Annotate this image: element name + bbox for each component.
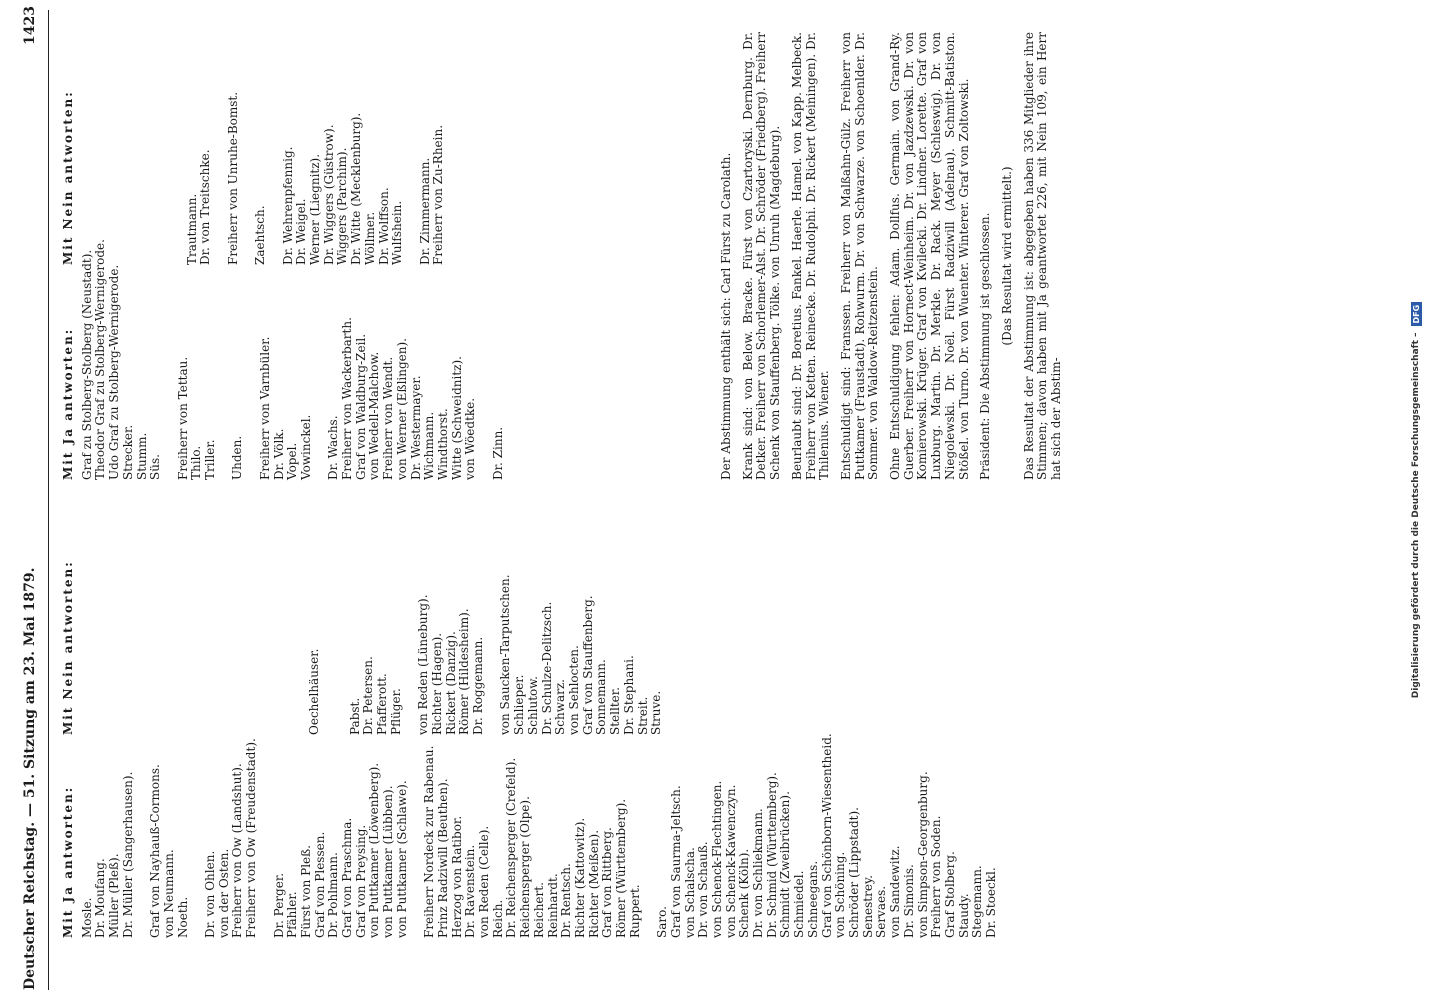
absent-paragraph: Ohne Entschuldigung fehlen: Adam. Dollfus. Germain. von Grand-Ry. Guerber. Freiherr von Hornect-Weinheim. Dr. von Jazdzewski. Dr. von Komierowski. Krüger. Graf von Kwilecki. Dr. Lindner. Lorette. Graf von Luxburg. Martin. Dr. Merkle. Dr. Rack. Meyer (Schleswig). Dr. von Niegolewski. Dr. Noël. Fürst Radziwill (Adelnau). Schmitt-Batiston. Stößel. von Turno. Dr. von Wuenter. Winterer. Graf von Zoltowski.: [888, 32, 971, 480]
member-name: Graf von Saurma-Jeltsch.: [668, 785, 683, 938]
member-name: Freiherr von Tettau.: [175, 356, 190, 480]
member-name: Sonnemann.: [594, 659, 609, 735]
member-name: Graf Stolberg.: [942, 851, 957, 938]
member-name: Thilo.: [189, 445, 204, 480]
member-name: von Sehlocten.: [567, 645, 581, 735]
member-name: Dr. Zinn.: [490, 426, 505, 480]
member-name: Richter (Meißen).: [586, 829, 601, 938]
group-gap: [190, 768, 204, 938]
member-name: Dr. Völk.: [271, 428, 286, 480]
member-name: von Sandewitz.: [888, 845, 903, 938]
column-heading: Mit Nein antworten:: [61, 90, 75, 265]
member-name: Theodor Graf zu Stolberg-Wernigerode.: [93, 239, 108, 480]
member-name: Udo Graf zu Stolberg-Wernigerode.: [107, 264, 122, 480]
member-name: Dr. von Treitschke.: [198, 149, 213, 265]
group-gap: [404, 535, 418, 735]
member-name: Vopel.: [285, 442, 300, 480]
member-name: Reichensperger (Olpe).: [518, 796, 533, 938]
member-name: Dr. Simonis.: [901, 864, 916, 938]
member-name: von Saucken-Tarputschen.: [498, 574, 513, 735]
member-name: Mosle.: [79, 897, 94, 938]
group-gap: [321, 535, 335, 735]
member-name: Streit.: [635, 696, 650, 735]
member-name: Schenk (Köln).: [737, 848, 752, 938]
member-name: Schlieper.: [512, 674, 527, 735]
member-name: Dr. Zimmermann.: [417, 157, 432, 265]
member-name: Werner (Liegnitz).: [307, 153, 322, 265]
member-name: Witte (Schweidnitz).: [449, 356, 464, 480]
group-gap: [136, 768, 150, 938]
member-name: Dr. Wehrenpfennig.: [280, 146, 295, 265]
member-name: Dr. Ravenstein.: [463, 844, 478, 938]
column-heading: Mit Ja antworten:: [61, 327, 75, 480]
member-name: Schmidt (Zweibrücken).: [778, 791, 793, 938]
member-name: von Schöning.: [833, 851, 848, 938]
member-name: Dr. Stephani.: [621, 655, 636, 735]
member-name: von Reden (Lüneburg).: [416, 594, 431, 735]
digitization-credit: [1402, 40, 1430, 960]
name-list: [79, 239, 506, 480]
member-name: Stumm.: [134, 432, 149, 480]
member-name: Dr. von Ohlen.: [203, 850, 217, 938]
excused-paragraph: Entschuldigt sind: Franssen. Freiherr von Malßahn-Gülz. Freiherr von Puttkamer (Fraustadt). Rohwurm. Dr. von Schwarze. von Schoenlder. Dr. Sommer. von Waldow-Reitzenstein.: [838, 32, 881, 480]
group-gap: [486, 535, 500, 735]
member-name: Saro.: [655, 906, 670, 938]
member-name: Zaehtsch.: [253, 205, 268, 265]
member-name: Freiherr von Unruhe-Bomst.: [225, 91, 240, 265]
member-name: Pfafferott.: [375, 673, 390, 735]
member-name: von Puttkamer (Schlawe).: [394, 780, 409, 938]
credit-text: Digitalisierung gefördert durch die Deutsche Forschungsgemeinschaft –: [1411, 332, 1421, 699]
member-name: Servaes.: [874, 885, 889, 938]
result-paragraph: Das Resultat der Abstimmung ist: abgegeben haben 336 Mitglieder ihre Stimmen; davon haben mit Ja geantwortet 226, mit Nein 109, ein Herr hat sich der Abstim-: [1021, 32, 1064, 480]
member-name: Senestrey.: [860, 875, 875, 938]
member-name: von Neumann.: [161, 849, 176, 938]
member-name: von Simpson-Georgenburg.: [915, 771, 930, 938]
member-name: Dr. Stoeckl.: [984, 867, 999, 938]
column-heading: Mit Nein antworten:: [61, 560, 75, 735]
member-name: Graf von Nayhauß-Cormons.: [148, 764, 163, 938]
group-gap: [335, 535, 349, 735]
member-name: von Wedell-Malchow.: [367, 351, 382, 480]
member-name: von Schenck-Kawenczyn.: [723, 784, 738, 938]
column-nein-2: [62, 65, 446, 265]
member-name: Dr. Wiggers (Güstrow).: [321, 124, 336, 265]
member-name: Strecker.: [120, 424, 135, 480]
column-ja-1: [61, 733, 999, 938]
column-ja-2: [61, 239, 505, 480]
member-name: Dr. Witte (Mecklenburg).: [349, 112, 364, 265]
member-name: Fürst von Pleß.: [298, 845, 313, 938]
member-name: Noeth.: [175, 896, 190, 938]
attendance-section: [720, 32, 1072, 480]
member-name: Schröder (Lippstadt).: [847, 807, 861, 938]
member-name: Graf von Schönborn-Wiesentheid.: [819, 733, 834, 938]
member-name: Wiggers (Parchim).: [335, 147, 350, 265]
member-name: Dr. Wachs.: [326, 415, 341, 480]
member-name: Staudy.: [956, 893, 971, 938]
member-name: Windthorst.: [435, 408, 450, 480]
member-name: von Schalscha.: [682, 847, 697, 938]
member-name: Römer (Württemberg).: [614, 798, 629, 938]
column-heading: Mit Ja antworten:: [61, 785, 75, 938]
member-name: Freiherr von Ow (Landshut).: [230, 763, 245, 938]
member-name: Freiherr von Soden.: [929, 815, 944, 938]
member-name: Graf zu Stolberg-Stolberg (Neustadt).: [79, 249, 94, 480]
member-name: Graf von Plessen.: [312, 831, 327, 938]
member-name: Dr. Perger.: [271, 872, 286, 938]
group-gap: [245, 305, 259, 480]
member-name: von Schenck-Flechtingen.: [709, 780, 724, 938]
member-name: Wulfshein.: [390, 200, 405, 265]
member-name: Dr. Pohlmann.: [326, 852, 341, 938]
name-list: [186, 65, 446, 265]
member-name: von Puttkamer (Lübben).: [381, 785, 396, 938]
member-name: Struve.: [649, 690, 664, 735]
member-name: Dr. von Schliekmann.: [751, 808, 766, 938]
member-name: von Wöedtke.: [463, 397, 478, 480]
member-name: Oechelhäuser.: [306, 648, 321, 735]
member-name: Freiherr von Wackerbarth.: [340, 317, 354, 480]
member-name: Müller (Pleß).: [107, 853, 122, 938]
member-name: Dr. Moufang.: [93, 858, 108, 938]
group-gap: [642, 768, 656, 938]
running-header: Deutscher Reichstag. — 51. Sitzung am 23. Mai 1879.: [22, 567, 38, 990]
member-name: Pfähler.: [285, 891, 300, 938]
member-name: Pflüger.: [388, 688, 403, 735]
member-name: Trautmann.: [184, 193, 199, 265]
member-name: Stellter.: [608, 687, 623, 735]
member-name: Wöllmer.: [362, 211, 377, 265]
member-name: Dr. Weigel.: [294, 198, 309, 265]
member-name: Dr. Rentsch.: [559, 863, 574, 938]
member-name: Richter (Kattowitz).: [572, 817, 587, 938]
group-gap: [410, 768, 424, 938]
member-name: Uhden.: [230, 435, 245, 480]
member-name: Vowinckel.: [298, 414, 313, 480]
group-gap: [268, 65, 282, 265]
member-name: Stegemann.: [970, 865, 985, 938]
member-name: Graf von Stauffenberg.: [580, 595, 595, 735]
president-paragraph: Präsident: Die Abstimmung ist geschlossen.: [978, 212, 993, 480]
member-name: Prinz Radziwill (Beuthen).: [435, 778, 450, 938]
member-name: Dr. Müller (Sangerhausen).: [120, 771, 135, 938]
member-name: von Werner (Eßlingen).: [394, 338, 409, 480]
group-gap: [213, 65, 227, 265]
member-name: Freiherr Nordeck zur Rabenau.: [422, 745, 437, 938]
member-name: Herzog von Ratibor.: [449, 815, 464, 938]
member-name: Reinhardt.: [545, 873, 560, 938]
result-note: (Das Resultat wird ermittelt.): [999, 166, 1014, 346]
member-name: Schlutow.: [525, 676, 540, 735]
member-name: Römer (Hildesheim).: [457, 608, 472, 735]
member-name: Schwarz.: [553, 679, 568, 735]
member-name: Dr. Schulze-Delitzsch.: [539, 601, 554, 735]
member-name: Dr. Wolffson.: [376, 187, 391, 265]
column-nein-1: [62, 535, 664, 735]
member-name: Richter (Hagen).: [429, 632, 444, 735]
group-gap: [163, 305, 177, 480]
member-name: Dr. von Schauß.: [696, 841, 711, 938]
group-gap: [241, 65, 255, 265]
member-name: Dr. Westermayer.: [408, 375, 423, 480]
group-gap: [218, 305, 232, 480]
page-number: 1423: [22, 6, 38, 45]
member-name: Freiherr von Zu-Rhein.: [431, 124, 446, 265]
member-name: Dr. Reichensperger (Crefeld).: [504, 757, 519, 938]
member-name: Dr. Roggemann.: [471, 636, 486, 735]
dfg-logo: DFG: [1411, 302, 1422, 327]
member-name: Dr. Schmid (Württemberg).: [764, 772, 779, 938]
name-list: [308, 535, 664, 735]
member-name: Ruppert.: [627, 884, 642, 938]
sick-paragraph: Krank sind: von Below. Bracke. Fürst von Czartoryski. Dernburg. Dr. Detker. Freiherr von Schorlemer-Alst. Dr. Schröder (Friedberg). Freiherr Schenk von Stauffenberg. Tölke. von Unruh (Magdeburg).: [740, 32, 783, 480]
group-gap: [405, 65, 419, 265]
member-name: Graf von Preysing.: [353, 824, 368, 938]
group-gap: [314, 305, 328, 480]
member-name: Rickert (Danzig).: [443, 631, 458, 735]
leave-paragraph: Beurlaubt sind: Dr. Boretius. Fankel. Haerle. Hamel. von Kapp. Melbeck. Freiherr von Ketten. Reinecke. Dr. Rudolphi. Dr. Rickert (Meiningen). Dr. Thilenius. Wiener.: [789, 32, 832, 480]
member-name: Dr. Petersen.: [361, 656, 376, 735]
member-name: von Reden (Celle).: [477, 825, 492, 938]
member-name: Wichmann.: [422, 411, 437, 480]
member-name: Freiherr von Wendt.: [381, 356, 396, 480]
member-name: Reichert.: [531, 882, 546, 938]
member-name: Triller.: [203, 439, 218, 480]
group-gap: [259, 768, 273, 938]
name-list: [79, 733, 999, 938]
member-name: Schneegans.: [805, 860, 820, 938]
header-rule: [48, 10, 49, 990]
member-name: Schmiedel.: [792, 870, 807, 938]
member-name: Freiherr von Varnbüler.: [257, 336, 272, 480]
member-name: Graf von Rittberg.: [600, 827, 615, 938]
member-name: von der Osten.: [216, 848, 231, 938]
member-name: Graf von Praschma.: [340, 817, 355, 938]
member-name: Pabst.: [347, 697, 362, 735]
abstention-paragraph: Der Abstimmung enthält sich: Carl Fürst zu Carolath.: [719, 152, 733, 480]
member-name: Graf von Waldburg-Zeil.: [353, 333, 368, 480]
group-gap: [478, 305, 492, 480]
member-name: Freiherr von Ow (Freudenstadt).: [244, 738, 259, 938]
member-name: Reich.: [490, 899, 505, 938]
member-name: von Puttkamer (Löwenberg).: [367, 762, 382, 938]
member-name: Süs.: [148, 454, 163, 480]
